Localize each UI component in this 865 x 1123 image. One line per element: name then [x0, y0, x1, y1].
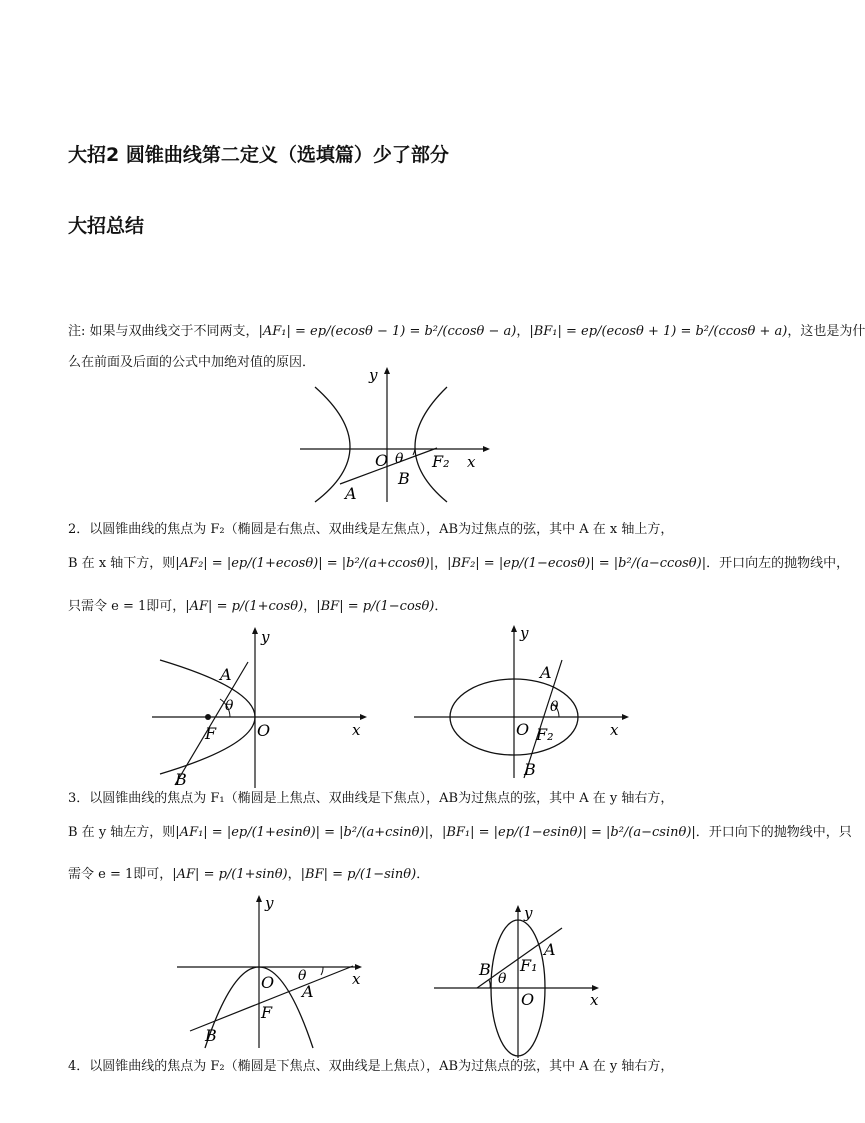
point-a-label: A [220, 665, 232, 684]
focus-label: F₂ [536, 725, 554, 744]
ellipse-horizontal-figure [412, 618, 637, 783]
x-axis-label: x [610, 721, 619, 739]
point-a-label: A [302, 982, 314, 1001]
focus-label: F [261, 1003, 273, 1022]
origin-label: O [516, 720, 530, 739]
separator: ， [303, 599, 317, 614]
formula-af: |AF| = p/(1+sinθ) [172, 867, 288, 882]
item2-line-1: 2．以圆锥曲线的焦点为 F₂（椭圆是右焦点、双曲线是左焦点），AB为过焦点的弦，其中 A 在 x 轴上方， [68, 522, 674, 537]
theta-label: θ [498, 971, 507, 987]
theta-label: θ [225, 698, 234, 714]
item2-line-2 [68, 553, 849, 575]
point-b-label: B [479, 960, 491, 979]
item3-line-1: 3．以圆锥曲线的焦点为 F₁（椭圆是上焦点、双曲线是下焦点），AB为过焦点的弦，其中 A 在 y 轴右方， [68, 791, 674, 806]
point-a-label: A [544, 940, 556, 959]
note-text: 注: 如果与双曲线交于不同两支， [68, 324, 259, 339]
theta-label: θ [550, 699, 559, 715]
item2-text: B 在 x 轴下方，则 [68, 556, 176, 571]
x-axis-label: x [467, 453, 476, 471]
formula-bf1: |BF₁| = ep/(ecosθ + 1) = b²/(ccosθ + a) [529, 324, 788, 339]
y-axis-label: y [524, 904, 533, 922]
item3-text-end: ． [416, 867, 430, 882]
point-b-label: B [524, 760, 536, 779]
item2-line-3 [68, 596, 447, 618]
theta-label: θ [395, 451, 404, 467]
formula-af2: |AF₂| = |ep/(1+ecosθ)| = |b²/(a+ccosθ)| [175, 556, 435, 571]
origin-label: O [375, 451, 389, 470]
focus-label: F [205, 724, 217, 743]
point-b-label: B [398, 469, 410, 488]
separator: ， [434, 556, 448, 571]
note-line-1 [68, 321, 865, 343]
origin-label: O [261, 973, 275, 992]
page-title: 大招2 圆锥曲线第二定义（选填篇）少了部分 [68, 144, 449, 166]
x-axis-label: x [590, 991, 599, 1009]
formula-bf: |BF| = p/(1−cosθ) [316, 599, 435, 614]
ellipse-vertical-figure [432, 900, 612, 1060]
focus-label: F₁ [520, 956, 538, 975]
point-a-label: A [540, 663, 552, 682]
separator: ， [516, 324, 530, 339]
formula-af: |AF| = p/(1+cosθ) [185, 599, 304, 614]
formula-bf1: |BF₁| = |ep/(1−esinθ)| = |b²/(a−csinθ)| [441, 825, 696, 840]
item3-line-3 [68, 864, 429, 886]
parabola-left-figure [150, 620, 375, 790]
item3-text: 需令 e = 1即可， [68, 867, 173, 882]
formula-af1: |AF₁| = ep/(ecosθ − 1) = b²/(ccosθ − a) [258, 324, 517, 339]
focus-label: F₂ [432, 452, 450, 471]
point-b-label: B [175, 770, 187, 789]
origin-label: O [521, 990, 535, 1009]
separator: ， [428, 825, 442, 840]
item4-line-1: 4．以圆锥曲线的焦点为 F₂（椭圆是下焦点、双曲线是上焦点），AB为过焦点的弦，其中 A 在 y 轴右方， [68, 1059, 674, 1074]
formula-bf2: |BF₂| = |ep/(1−ecosθ)| = |b²/(a−ccosθ)| [447, 556, 707, 571]
item3-text: B 在 y 轴左方，则 [68, 825, 176, 840]
x-axis-label: x [352, 721, 361, 739]
formula-bf: |BF| = p/(1−sinθ) [300, 867, 417, 882]
item2-text-end: ． [434, 599, 448, 614]
x-axis-label: x [352, 970, 361, 988]
item3-line-2 [68, 822, 852, 844]
origin-label: O [257, 721, 271, 740]
item2-text-end: ．开口向左的抛物线中， [706, 556, 850, 571]
parabola-down-figure [175, 888, 375, 1053]
y-axis-label: y [265, 894, 274, 912]
item3-text-end: ．开口向下的抛物线中，只 [695, 825, 852, 840]
section-heading: 大招总结 [68, 215, 145, 237]
y-axis-label: y [520, 624, 529, 642]
y-axis-label: y [369, 366, 378, 384]
formula-af1: |AF₁| = |ep/(1+esinθ)| = |b²/(a+csinθ)| [175, 825, 429, 840]
separator: ， [287, 867, 301, 882]
y-axis-label: y [261, 628, 270, 646]
theta-label: θ [298, 968, 307, 984]
hyperbola-figure [295, 362, 495, 512]
note-text-end: ，这也是为什 [787, 324, 865, 339]
point-b-label: B [205, 1026, 217, 1045]
item2-text: 只需令 e = 1即可， [68, 599, 186, 614]
note-line-2: 么在前面及后面的公式中加绝对值的原因． [68, 355, 316, 370]
point-a-label: A [345, 484, 357, 503]
